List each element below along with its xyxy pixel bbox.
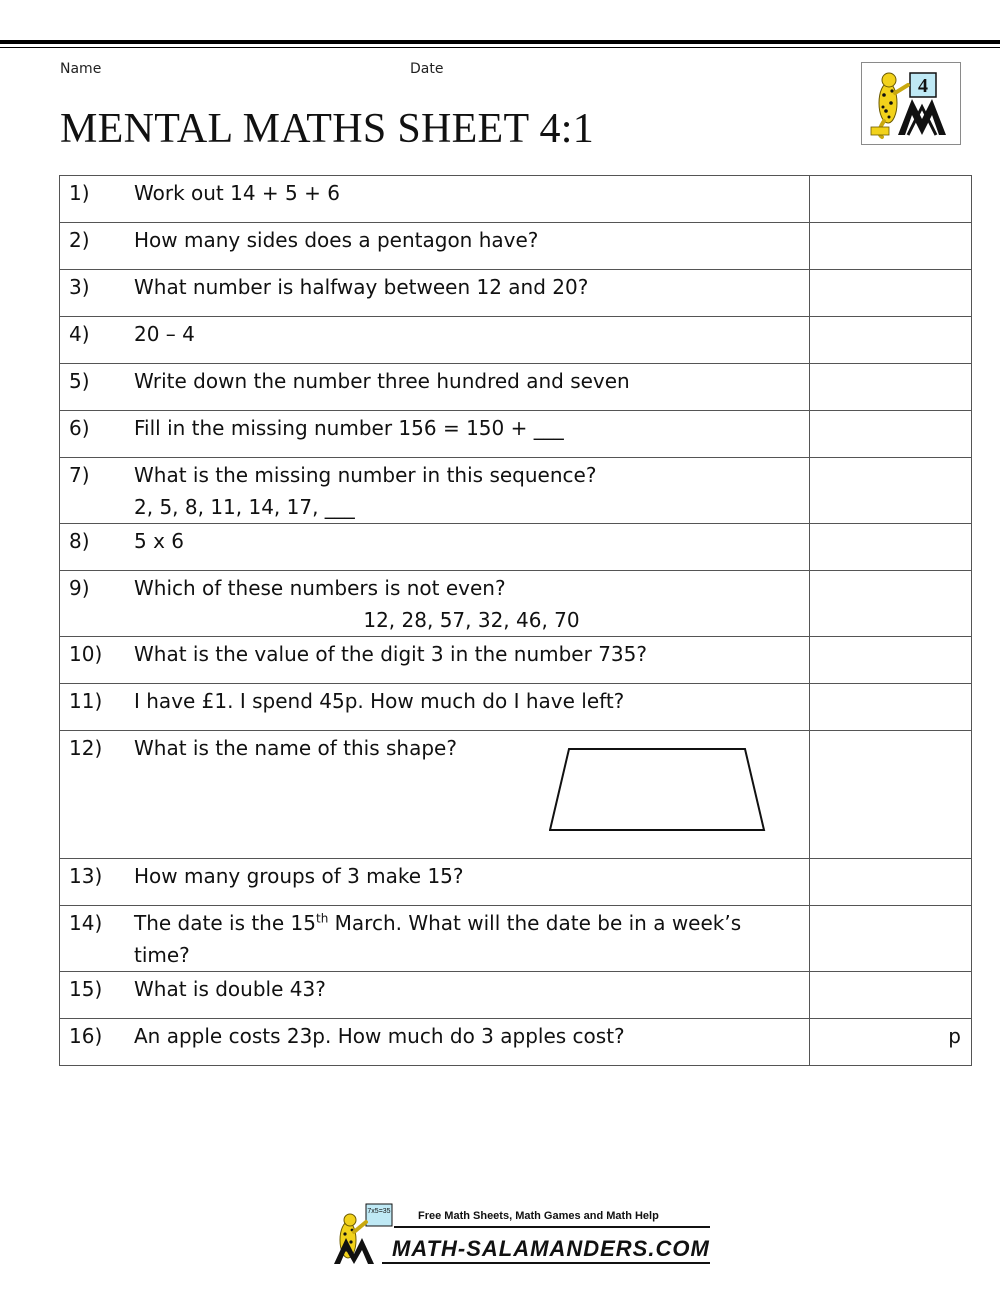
date-label: Date (410, 61, 444, 77)
page-title: MENTAL MATHS SHEET 4:1 (60, 106, 595, 152)
answer-box[interactable] (810, 223, 972, 270)
question-number: 12) (60, 731, 135, 859)
answer-box[interactable] (810, 1019, 972, 1066)
name-label: Name (60, 61, 102, 77)
question-text: Write down the number three hundred and seven (134, 364, 810, 411)
questions-table (59, 175, 972, 1066)
answer-unit: p (948, 1024, 961, 1048)
question-number: 7) (60, 458, 135, 524)
question-number: 10) (60, 637, 135, 684)
question-text (134, 731, 810, 859)
question-row (60, 637, 972, 684)
question-number: 9) (60, 571, 135, 637)
question-text (134, 906, 810, 972)
ordinal-suffix: th (315, 911, 329, 926)
question-row (60, 571, 972, 637)
question-row (60, 317, 972, 364)
question-line-1: What is the missing number in this sequence? (134, 463, 597, 487)
question-text: What is the value of the digit 3 in the number 735? (134, 637, 810, 684)
question-row (60, 223, 972, 270)
question-row (60, 1019, 972, 1066)
question-number: 3) (60, 270, 135, 317)
trapezium-shape (549, 747, 769, 833)
footer-badge-text: 7x5=35 (367, 1208, 391, 1215)
question-line-1b: March. What will the date be in a week’s (328, 911, 742, 935)
question-row (60, 458, 972, 524)
question-text: An apple costs 23p. How much do 3 apples cost? (134, 1019, 810, 1066)
question-row (60, 684, 972, 731)
question-row (60, 906, 972, 972)
answer-box[interactable] (810, 859, 972, 906)
question-line-1: What is the name of this shape? (134, 736, 457, 760)
answer-box[interactable] (810, 637, 972, 684)
question-number: 15) (60, 972, 135, 1019)
question-text (134, 458, 810, 524)
question-line-2: time? (134, 943, 190, 967)
answer-box[interactable] (810, 972, 972, 1019)
question-row (60, 411, 972, 458)
answer-box[interactable] (810, 731, 972, 859)
answer-box[interactable] (810, 176, 972, 223)
footer-site-link[interactable]: MATH-SALAMANDERS.COM (392, 1236, 710, 1261)
question-text: How many groups of 3 make 15? (134, 859, 810, 906)
question-number: 16) (60, 1019, 135, 1066)
question-row (60, 859, 972, 906)
question-text: What is double 43? (134, 972, 810, 1019)
question-row (60, 270, 972, 317)
answer-box[interactable] (810, 684, 972, 731)
answer-box[interactable] (810, 270, 972, 317)
answer-box[interactable] (810, 364, 972, 411)
question-line-1a: The date is the 15 (134, 911, 316, 935)
question-text: 20 – 4 (134, 317, 810, 364)
answer-box[interactable] (810, 458, 972, 524)
grade-digit: 4 (918, 75, 928, 97)
top-rule-thin (0, 47, 1000, 48)
question-number: 14) (60, 906, 135, 972)
question-text: Fill in the missing number 156 = 150 + ___ (134, 411, 810, 458)
answer-box[interactable] (810, 906, 972, 972)
answer-box[interactable] (810, 317, 972, 364)
question-text: How many sides does a pentagon have? (134, 223, 810, 270)
question-number: 4) (60, 317, 135, 364)
question-text: What number is halfway between 12 and 20? (134, 270, 810, 317)
top-rule (0, 40, 1000, 44)
question-text: I have £1. I spend 45p. How much do I have left? (134, 684, 810, 731)
question-row (60, 364, 972, 411)
question-number: 8) (60, 524, 135, 571)
answer-box[interactable] (810, 411, 972, 458)
question-number: 6) (60, 411, 135, 458)
question-row (60, 524, 972, 571)
question-row (60, 972, 972, 1019)
salamander-logo (861, 62, 961, 145)
number-list: 12, 28, 57, 32, 46, 70 (363, 608, 580, 632)
question-number: 11) (60, 684, 135, 731)
question-number: 2) (60, 223, 135, 270)
question-number: 13) (60, 859, 135, 906)
question-number: 5) (60, 364, 135, 411)
question-text: Work out 14 + 5 + 6 (134, 176, 810, 223)
question-line-1: Which of these numbers is not even? (134, 576, 506, 600)
question-number: 1) (60, 176, 135, 223)
answer-box[interactable] (810, 524, 972, 571)
question-row (60, 176, 972, 223)
answer-box[interactable] (810, 571, 972, 637)
footer-tagline: Free Math Sheets, Math Games and Math Help (418, 1210, 659, 1222)
question-row (60, 731, 972, 859)
sequence-line: 2, 5, 8, 11, 14, 17, ___ (134, 495, 355, 519)
question-text: 5 x 6 (134, 524, 810, 571)
question-text (134, 571, 810, 637)
